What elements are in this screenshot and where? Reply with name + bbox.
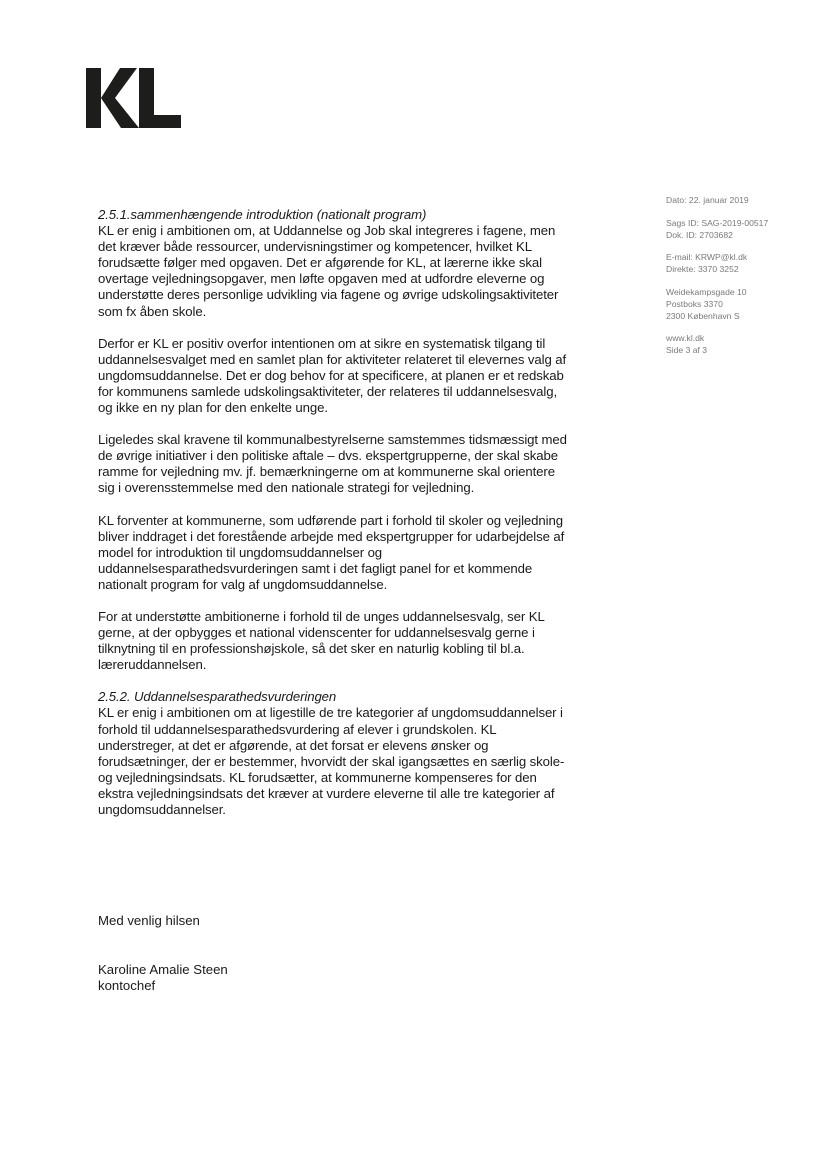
- meta-web: www.kl.dk: [666, 333, 705, 344]
- meta-direkte: 3370 3252: [698, 264, 739, 275]
- document-meta: [666, 195, 816, 368]
- meta-email: KRWP@kl.dk: [695, 252, 748, 263]
- meta-address-line: Weidekampsgade 10: [666, 286, 747, 297]
- paragraph-text: For at understøtte ambitionerne i forhold til de unges uddannelsesvalg, ser KL gerne, at der opbygges et national videnscenter for uddannelsesvalg gerne i tilknytning til en professionshøjskole, så det sker en naturlig kobling til bl.a. læreruddannelsen.: [98, 608, 545, 673]
- kl-logo-mark: [86, 62, 186, 132]
- signer-name: Karoline Amalie Steen: [98, 962, 228, 978]
- paragraph: [98, 513, 568, 593]
- paragraph: [98, 689, 568, 818]
- paragraph-text: Derfor er KL er positiv overfor intentionen om at sikre en systematisk tilgang til uddannelsesvalget med en samlet plan for aktiviteter relateret til elevernes valg af ungdomsuddannelse. Det er dog behov for at specificere, at planen er et redskab for kommunens samlede udskolingsaktiviteter, der relateres til uddannelsesvalg, og ikke en ny plan for den enkelte unge.: [98, 335, 567, 416]
- section-heading: 2.5.2. Uddannelsesparathedsvurderingen: [98, 689, 337, 705]
- meta-sags-id: Sags ID: SAG-2019-00517: [666, 217, 769, 228]
- section-heading: 2.5.1.sammenhængende introduktion (nationalt program): [98, 207, 427, 222]
- paragraph-text: KL forventer at kommunerne, som udførende part i forhold til skoler og vejledning bliver inddraget i det forestående arbejde med ekspertgrupper for udarbejdelse af model for introduktion til ungdomsuddannelser og uddannelsesparathedsvurderingen samt i det fagligt panel for et kommende nationalt program for valg af ungdomsuddannelse.: [98, 512, 565, 592]
- meta-email-label: E-mail:: [666, 252, 693, 263]
- paragraph-text: Ligeledes skal kravene til kommunalbestyrelserne samstemmes tidsmæssigt med de øvrige initiativer i den politiske aftale – dvs. ekspertgrupperne, der skal skabe ramme for vejledning mv. jf. bemærkningerne om at kommunerne skal orientere sig i overensstemmelse med den nationale strategi for vejledning.: [98, 432, 567, 496]
- closing-block: [98, 913, 498, 994]
- meta-date: Dato: 22. januar 2019: [666, 195, 749, 205]
- meta-address-line: 2300 København S: [666, 310, 740, 321]
- signer-title: kontochef: [98, 978, 156, 994]
- meta-page-number: Side 3 af 3: [666, 345, 708, 356]
- paragraph-text: KL er enig i ambitionen om, at Uddannelse og Job skal integreres i fagene, men det kræver både ressourcer, undervisningstimer og kompetencer, hvilket KL forudsætte følger med opgaven. Det er afgørende for KL, at lærerne ikke skal overtage vejledningsopgaver, men løfte opgaven med at udfordre eleverne og understøtte deres personlige udvikling via fagene og øvrige udskolingsaktiviteter som fx åben skole.: [98, 223, 559, 319]
- kl-logo: [86, 62, 186, 132]
- meta-direkte-label: Direkte:: [666, 264, 696, 275]
- paragraph-text: KL er enig i ambitionen om at ligestille de tre kategorier af ungdomsuddannelser i forhold til uddannelsesparathedsvurdering af elever i grundskolen. KL understreger, at det er afgørende, at det forsat er elevens ønsker og forudsætninger, der er bestemmer, hvorvidt der skal igangsættes en særlig skole- og vejledningsindsats. KL forudsætter, at kommunerne kompenseres for den ekstra vejledningsindsats det kræver at vurdere eleverne til alle tre kategorier af ungdomsuddannelser.: [98, 705, 565, 817]
- paragraph: [98, 609, 568, 673]
- closing-greeting: Med venlig hilsen: [98, 913, 200, 928]
- paragraph: [98, 432, 568, 496]
- paragraph: [98, 207, 568, 320]
- letter-body: [98, 207, 568, 834]
- meta-dok-id: Dok. ID: 2703682: [666, 229, 733, 240]
- meta-address-line: Postboks 3370: [666, 298, 723, 309]
- paragraph: [98, 336, 568, 416]
